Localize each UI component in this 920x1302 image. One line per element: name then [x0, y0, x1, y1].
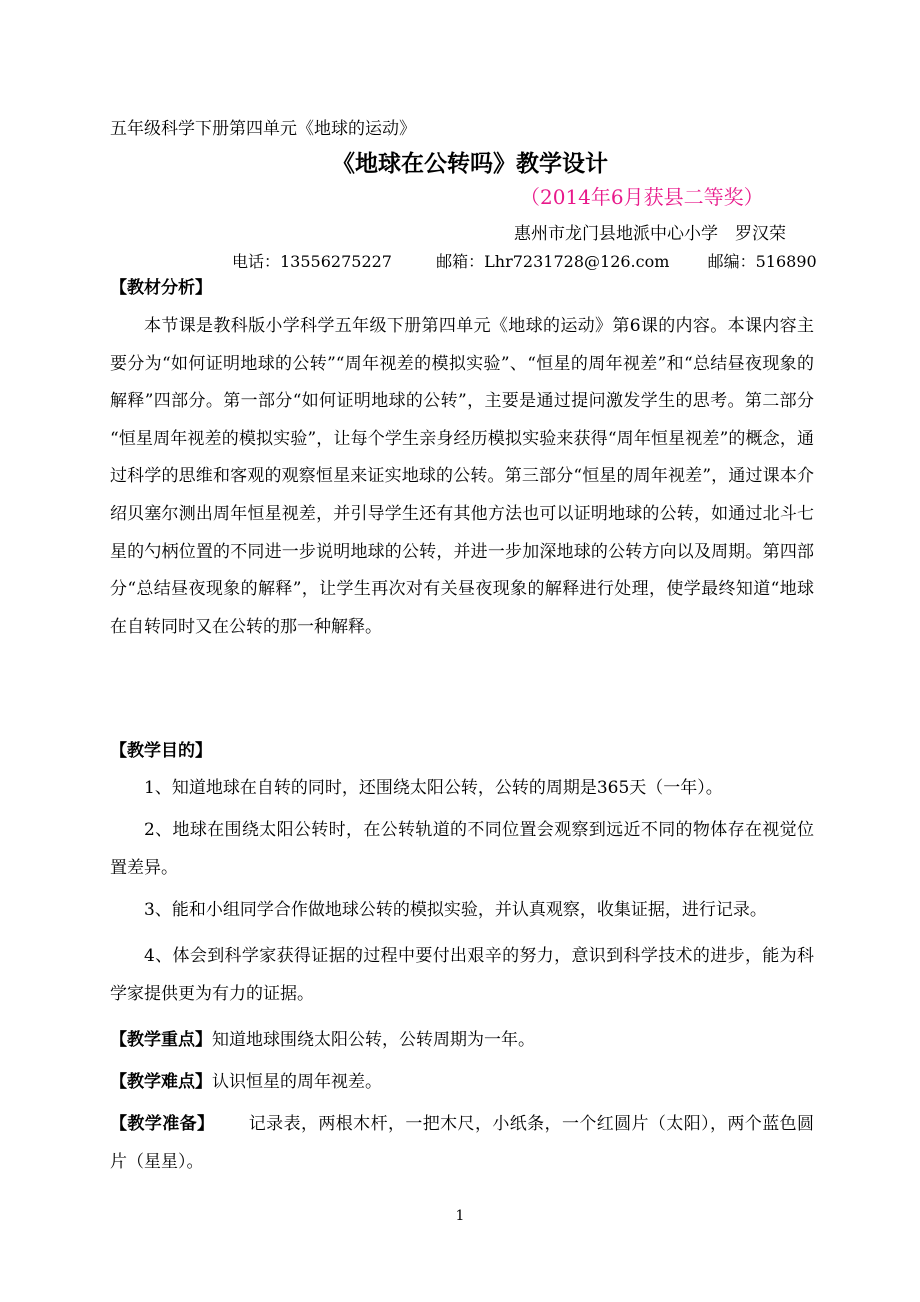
school-author: 惠州市龙门县地派中心小学 罗汉荣	[514, 224, 786, 244]
key-point	[110, 1022, 814, 1060]
key-text: 知道地球围绕太阳公转，公转周期为一年。	[212, 1030, 535, 1050]
goals-heading: 【教学目的】	[110, 741, 212, 761]
key-heading: 【教学重点】	[110, 1030, 212, 1050]
goal-item: 1、知道地球在自转的同时，还围绕太阳公转，公转的周期是365天（一年）。	[144, 778, 723, 798]
analysis-text: 本节课是教科版小学科学五年级下册第四单元《地球的运动》第6课的内容。本课内容主要分为“如何证明地球的公转”“周年视差的模拟实验”、“恒星的周年视差”和“总结昼夜现象的解释”四部分。第一部分“如何证明地球的公转”，主要是通过提问激发学生的思考。第二部分 “恒星周年视差的模拟实验”，让每个学生亲身经历模拟实验来获得“周年恒星视差”的概念，通过科学的思维和客观的观察恒星来证实地球的公转。第三部分“恒星的周年视差”，通过课本介绍贝塞尔测出周年恒星视差，并引导学生还有其他方法也可以证明地球的公转，如通过北斗七星的勺柄位置的不同进一步说明地球的公转，并进一步加深地球的公转方向以及周期。第四部分“总结昼夜现象的解释”，让学生再次对有关昼夜现象的解释进行处理，使学最终知道“地球在自转同时又在公转的那一种解释。	[110, 316, 814, 637]
document-title: 《地球在公转吗》教学设计	[332, 150, 608, 177]
prep-heading: 【教学准备】	[110, 1114, 215, 1134]
award-note: （2014年6月获县二等奖）	[520, 185, 764, 209]
analysis-heading: 【教材分析】	[110, 278, 212, 298]
postcode: 邮编：516890	[707, 252, 817, 271]
difficulty-point	[110, 1064, 814, 1102]
difficulty-heading: 【教学难点】	[110, 1072, 212, 1092]
preparation	[110, 1106, 814, 1181]
contact-line	[232, 249, 817, 272]
email: 邮箱：Lhr7231728@126.com	[436, 252, 670, 271]
series-line: 五年级科学下册第四单元《地球的运动》	[110, 119, 416, 139]
goal-item: 3、能和小组同学合作做地球公转的模拟实验，并认真观察，收集证据，进行记录。	[144, 900, 767, 920]
phone: 电话：13556275227	[232, 252, 392, 271]
goal-item: 2、地球在围绕太阳公转时，在公转轨道的不同位置会观察到远近不同的物体存在视觉位置差异。	[110, 820, 814, 878]
difficulty-text: 认识恒星的周年视差。	[212, 1072, 382, 1092]
prep-text: 记录表，两根木杆，一把木尺，小纸条，一个红圆片（太阳），两个蓝色圆片（星星）。	[110, 1114, 815, 1172]
goal-item: 4、体会到科学家获得证据的过程中要付出艰辛的努力，意识到科学技术的进步，能为科学家提供更为有力的证据。	[110, 946, 814, 1004]
page-number: 1	[455, 1208, 465, 1224]
